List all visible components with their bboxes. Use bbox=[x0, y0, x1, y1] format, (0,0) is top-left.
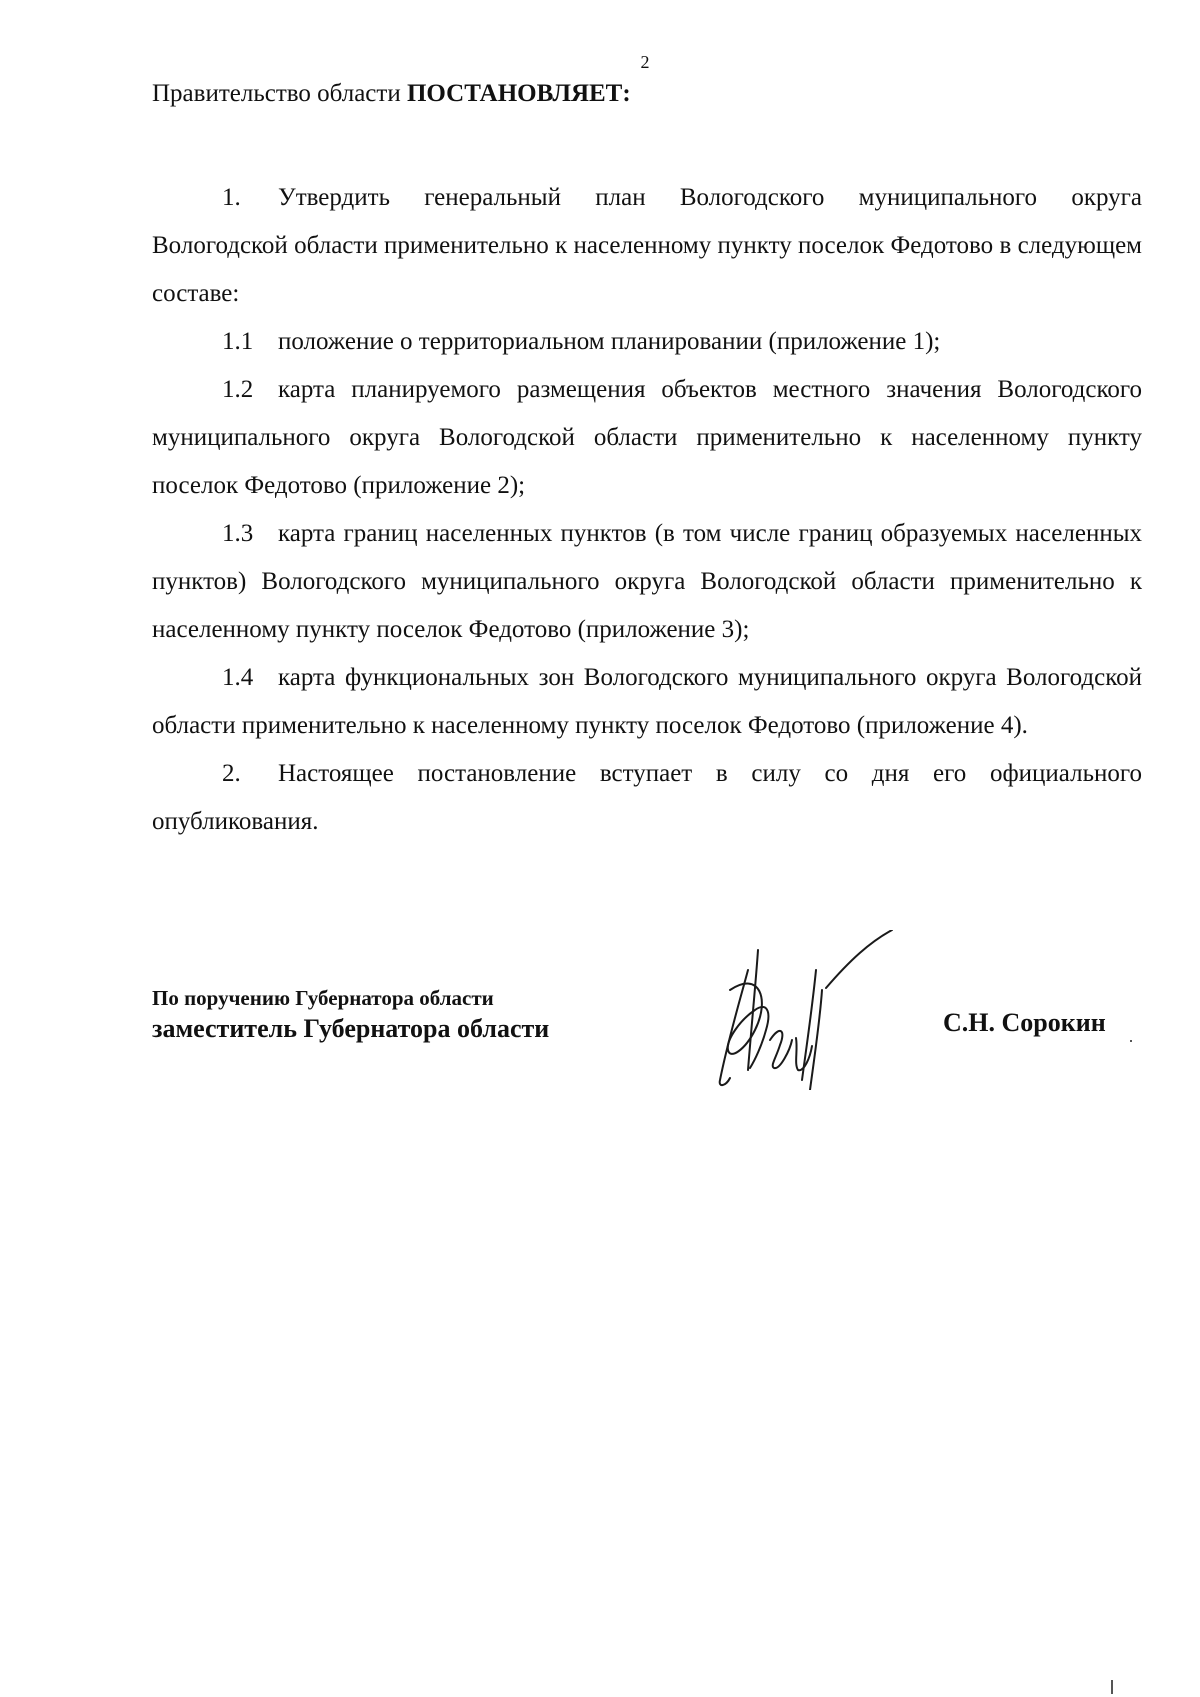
position-line: заместитель Губернатора области bbox=[152, 1014, 550, 1043]
item-1-3 bbox=[152, 510, 1142, 654]
item-number: 1.2 bbox=[222, 376, 254, 403]
decree-word: ПОСТАНОВЛЯЕТ: bbox=[406, 80, 631, 107]
item-number: 1. bbox=[222, 184, 241, 211]
scan-speck bbox=[1130, 1040, 1132, 1042]
preamble-lead: Правительство области bbox=[152, 80, 407, 107]
item-2 bbox=[152, 750, 1142, 846]
item-1-2 bbox=[152, 366, 1142, 510]
authority-line: По поручению Губернатора области bbox=[152, 986, 494, 1010]
signer-name: С.Н. Сорокин bbox=[943, 1008, 1106, 1037]
page-number: 2 bbox=[640, 52, 650, 72]
item-number: 2. bbox=[222, 760, 241, 787]
signatory-block bbox=[152, 984, 549, 1046]
item-number: 1.4 bbox=[222, 664, 254, 691]
handwritten-signature bbox=[700, 930, 900, 1090]
item-number: 1.3 bbox=[222, 520, 254, 547]
item-text: карта функциональных зон Вологодского муниципального округа Вологодской области применительно к населенному пункту поселок Федотово (приложение 4). bbox=[152, 664, 1142, 739]
item-text: карта границ населенных пунктов (в том числе границ образуемых населенных пунктов) Вологодского муниципального округа Вологодской области применительно к населенному пункту поселок Федотово (приложение 3); bbox=[152, 520, 1142, 643]
item-1 bbox=[152, 174, 1142, 318]
item-1-1 bbox=[152, 318, 1142, 366]
item-number: 1.1 bbox=[222, 328, 254, 355]
item-text: Утвердить генеральный план Вологодского муниципального округа Вологодской области применительно к населенному пункту поселок Федотово в следующем составе: bbox=[152, 184, 1142, 307]
item-text: карта планируемого размещения объектов местного значения Вологодского муниципального округа Вологодской области применительно к населенному пункту поселок Федотово (приложение 2); bbox=[152, 376, 1142, 499]
item-1-4 bbox=[152, 654, 1142, 750]
item-text: Настоящее постановление вступает в силу со дня его официального опубликования. bbox=[152, 760, 1142, 835]
decree-preamble bbox=[152, 80, 631, 108]
item-text: положение о территориальном планировании (приложение 1); bbox=[278, 328, 941, 355]
decree-body bbox=[152, 174, 1142, 846]
scan-mark bbox=[1111, 1680, 1113, 1694]
